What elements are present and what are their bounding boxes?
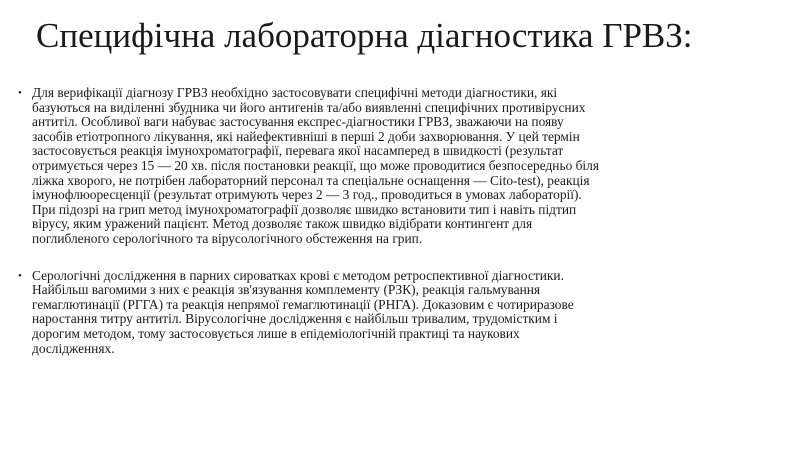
text-line: Серологічні дослідження в парних сироватках крові є методом ретроспективної діагностики. (32, 267, 564, 283)
bullet-rapid-diagnostics (18, 86, 776, 247)
text-line: При підозрі на грип метод імунохроматографії дозволяє швидко встановити тип і навіть підтип (32, 201, 577, 217)
text-line: гемаглютинації (РГГА) та реакція непрямої гемаглютинації (РНГА). Доказовим є чотириразове (32, 296, 574, 312)
text-line: антитіл. Особливої ваги набуває застосування експрес-діагностики ГРВЗ, зважаючи на появу (32, 114, 564, 130)
text-line: отримується через 15 — 20 хв. після постановки реакції, що може проводитися безпосередньо біля (32, 157, 599, 173)
bullet-serological-tests (18, 269, 776, 357)
text-line: засобів етіотропного лікування, які найефективніші в перші 2 доби захворювання. У цей термін (32, 128, 580, 144)
text-line: ліжка хворого, не потрібен лабораторний персонал та спеціальне оснащення — Cito-test), реакція (32, 172, 590, 188)
text-line: вірусу, яким уражений пацієнт. Метод дозволяє також швидко відібрати контингент для (32, 216, 533, 232)
text-line: імунофлюоресценції (результат отримують через 2 — 3 год., проводиться в умовах лабораторії). (32, 187, 582, 203)
content-list (18, 86, 776, 356)
text-line: Для верифікації діагнозу ГРВЗ необхідно застосовувати специфічні методи діагностики, які (32, 85, 558, 100)
bullet-dot-icon: • (18, 87, 22, 99)
text-line: наростання титру антитіл. Вірусологічне дослідження є найбільш тривалим, трудомістким і (32, 311, 558, 327)
text-line: дорогим методом, тому застосовується лише в епідеміологічній практиці та наукових (32, 325, 520, 341)
text-line: дослідженнях. (32, 340, 115, 356)
text-line: застосовується реакція імунохроматографії, перевага якої насамперед в швидкості (результат (32, 143, 564, 159)
bullet-dot-icon: • (18, 269, 22, 282)
text-line: базуються на виділенні збудника чи його антигенів та/або виявленні специфічних противірусних (32, 99, 586, 115)
slide-title: Специфічна лабораторна діагностика ГРВЗ: (36, 16, 693, 55)
text-line: Найбільш вагомими з них є реакція зв'язування комплементу (РЗК), реакція гальмування (32, 282, 541, 298)
text-line: поглибленого серологічного та вірусологічного обстеження на грип. (32, 230, 423, 246)
